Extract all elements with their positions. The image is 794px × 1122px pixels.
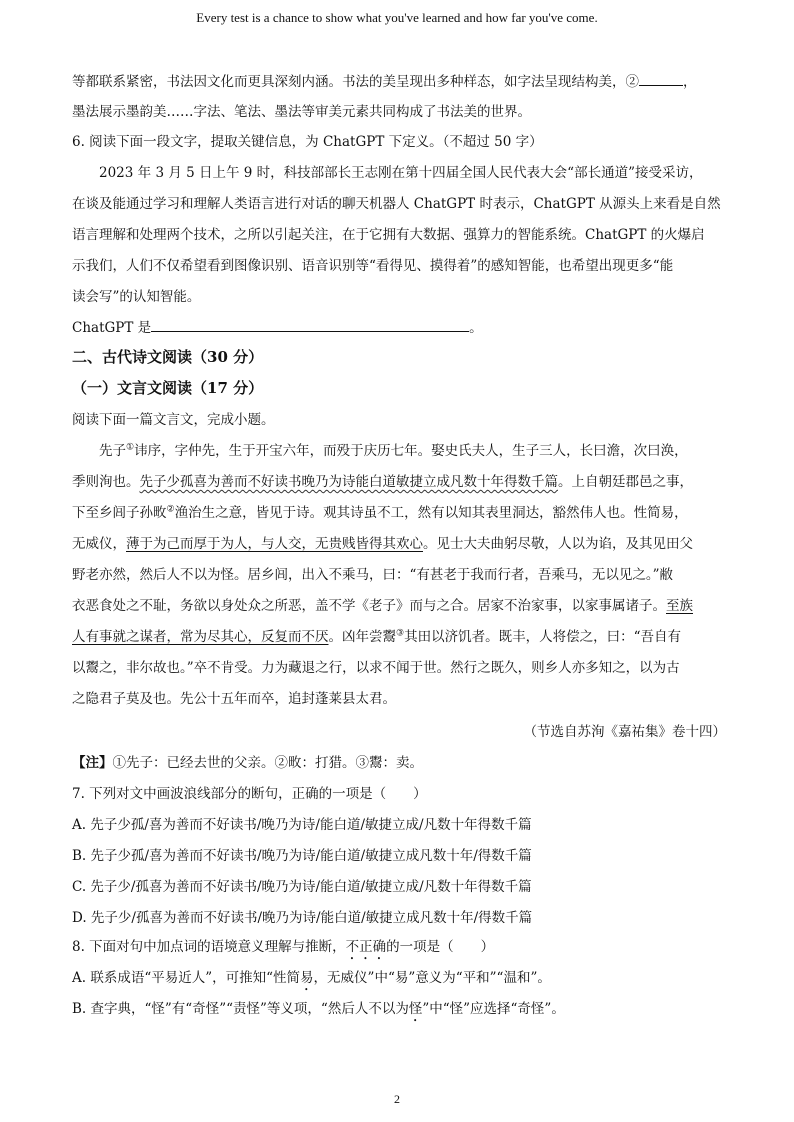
- passage-text: 季则洵也。: [72, 474, 140, 490]
- q6-answer-line: [72, 316, 483, 336]
- q6-answer-suffix: 。: [469, 320, 483, 336]
- page-number: 2: [394, 1092, 400, 1106]
- passage-line: 野老亦然，然后人不以为怪。居乡闾，出入不乘马，曰：“有甚老于我而行者，吾乘马，无以见之。”敝: [72, 567, 674, 583]
- passage-text: 。凶年尝鬻: [328, 629, 396, 645]
- underlined-sentence: 人有事就之谋者，常为尽其心，反复而不厌: [72, 629, 329, 645]
- passage-text: 无威仪，: [72, 536, 126, 552]
- q8-option-text: B. 查字典，“怪”有“奇怪”“责怪”等义项，“然后人不以为: [72, 1001, 409, 1017]
- reading-instruction: 阅读下面一篇文言文，完成小题。: [72, 412, 275, 428]
- q8-option-text: ”中“怪”应选择“奇怪”。: [422, 1001, 565, 1017]
- passage-text: 下至乡闾子孙畋: [72, 505, 167, 521]
- passage-text: 其田以济饥者。既丰，人将偿之，曰：“吾自有: [404, 629, 681, 645]
- q6-answer-prefix: ChatGPT 是: [72, 320, 152, 336]
- passage-text: 。见士大夫曲躬尽敬，人以为谄，及其见田父: [423, 536, 693, 552]
- q6-paragraph-line: 示我们，人们不仅希望看到图像识别、语音识别等“看得见、摸得着”的感知智能，也希望出现更多“能: [72, 258, 674, 274]
- passage-text: 。上自朝廷郡邑之事，: [558, 474, 693, 490]
- passage-line: [72, 625, 681, 645]
- q8-option-a[interactable]: [72, 966, 551, 994]
- intro-line-2: 墨法展示墨韵美……字法、笔法、墨法等审美元素共同构成了书法美的世界。: [72, 104, 531, 120]
- footnote-mark: ①: [126, 442, 135, 453]
- q8-option-b[interactable]: [72, 997, 565, 1025]
- footnote-mark: ②: [166, 504, 175, 515]
- passage-line: [72, 532, 693, 552]
- q6-paragraph-line: 语言理解和处理两个技术，之所以引起关注，在于它拥有大数据、强算力的智能系统。ChatGPT 的火爆启: [72, 227, 705, 243]
- passage-source: （节选自苏洵《嘉祐集》卷十四）: [523, 724, 726, 740]
- section-2-subtitle: （一）文言文阅读（17 分）: [72, 379, 264, 397]
- emphasized-text: 不正确: [345, 939, 387, 955]
- answer-blank-2[interactable]: [639, 73, 683, 86]
- section-2-title: 二、古代诗文阅读（30 分）: [72, 348, 264, 366]
- q7-option-c[interactable]: C. 先子少/孤喜为善而不好读书/晚乃为诗/能白道/敏捷立成/凡数十年得数千篇: [72, 879, 532, 895]
- page-header: Every test is a chance to show what you've learned and how far you've come.: [196, 10, 598, 25]
- passage-line: [72, 470, 693, 490]
- footnote-mark: ③: [396, 628, 405, 639]
- q7-option-d[interactable]: D. 先子少/孤喜为善而不好读书/晚乃为诗/能白道/敏捷立成凡数十年/得数千篇: [72, 910, 533, 926]
- underlined-sentence: 至族: [666, 598, 693, 614]
- passage-line: 之隐君子莫及也。先公十五年而卒，追封蓬莱县太君。: [72, 691, 396, 707]
- passage-text: 讳序，字仲先，生于开宝六年，而殁于庆历七年。娶史氏夫人，生子三人，长曰澹，次曰涣，: [134, 443, 688, 459]
- q7-option-a[interactable]: A. 先子少孤/喜为善而不好读书/晚乃为诗/能白道/敏捷立成/凡数十年得数千篇: [72, 817, 532, 833]
- q6-paragraph-line: 在谈及能通过学习和理解人类语言进行对话的聊天机器人 ChatGPT 时表示，ChatGPT 从源头上来看是自然: [72, 196, 721, 212]
- dotted-word: 怪: [408, 1001, 423, 1017]
- notes-label: 【注】: [72, 755, 113, 771]
- dotted-word: 易: [300, 970, 314, 986]
- passage-text: 渔治生之意，皆见于诗。观其诗虽不工，然有以知其表里洞达，豁然伟人也。性简易，: [174, 505, 688, 521]
- passage-line: [99, 439, 688, 459]
- notes-line: [72, 751, 423, 771]
- intro-line-1: [72, 70, 697, 90]
- passage-text: 先子: [99, 443, 126, 459]
- passage-line: [72, 501, 688, 521]
- passage-line: [72, 594, 693, 614]
- passage-text: 衣恶食处之不耻，务欲以身处众之所恶，盖不学《老子》而与之合。居家不治家事，以家事属诸子。: [72, 598, 666, 614]
- notes-text: ①先子：已经去世的父亲。②畋：打猎。③鬻：卖。: [112, 755, 423, 771]
- question-8-prompt: [72, 935, 494, 963]
- q7-option-b[interactable]: B. 先子少孤/喜为善而不好读书/晚乃为诗/能白道/敏捷立成凡数十年/得数千篇: [72, 848, 532, 864]
- underlined-sentence: 薄于为己而厚于为人，与人交，无贵贱皆得其欢心: [126, 536, 423, 552]
- q8-option-text: ，无威仪”中“易”意义为“平和”“温和”。: [313, 970, 551, 986]
- question-6-prompt: 6. 阅读下面一段文字，提取关键信息，为 ChatGPT 下定义。（不超过 50 字）: [72, 134, 543, 150]
- passage-line: 以鬻之，非尔故也。”卒不肯受。力为藏退之行，以求不闻于世。然行之既久，则乡人亦多知之，以为古: [72, 660, 680, 676]
- wavy-underlined-sentence: 先子少孤喜为善而不好读书晚乃为诗能白道敏捷立成凡数十年得数千篇: [139, 474, 558, 490]
- intro-text-1: 等都联系紧密，书法因文化而更具深刻内涵。书法的美呈现出多种样态，如字法呈现结构美，②: [72, 74, 639, 90]
- q6-paragraph-line: 2023 年 3 月 5 日上午 9 时，科技部部长王志刚在第十四届全国人民代表大会“部长通道”接受采访，: [99, 165, 703, 181]
- q8-text: 的一项是（ ）: [386, 939, 495, 955]
- q6-paragraph-line: 读会写”的认知智能。: [72, 289, 201, 305]
- q6-answer-blank[interactable]: [151, 319, 469, 332]
- q8-text: 8. 下面对句中加点词的语境意义理解与推断，: [72, 939, 346, 955]
- intro-comma: ，: [683, 74, 697, 90]
- q8-option-text: A. 联系成语“平易近人”，可推知“性简: [72, 970, 301, 986]
- question-7-prompt: 7. 下列对文中画波浪线部分的断句，正确的一项是（ ）: [72, 786, 427, 802]
